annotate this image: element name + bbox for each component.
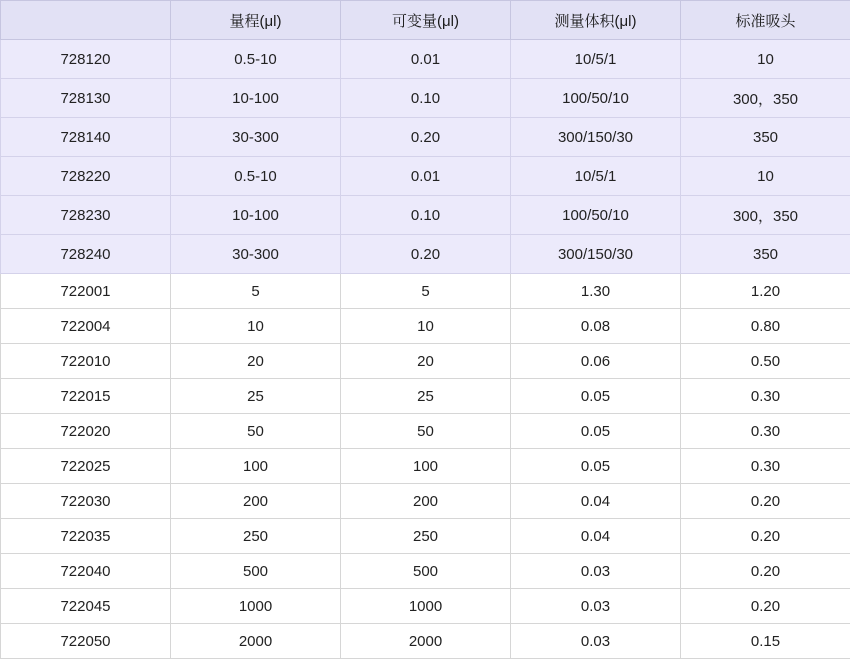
table-cell: 0.30: [681, 414, 850, 449]
table-row: [1, 344, 850, 379]
table-cell: 1.20: [681, 274, 850, 309]
table-cell: 100: [171, 449, 341, 484]
cell-product-code: 722015: [1, 379, 171, 414]
table-cell: 25: [341, 379, 511, 414]
table-cell: 350: [681, 118, 850, 157]
cell-product-code: 722004: [1, 309, 171, 344]
table-cell: 0.20: [341, 235, 511, 274]
table-cell: 0.10: [341, 196, 511, 235]
table-cell: 0.06: [511, 344, 681, 379]
table-cell: 0.05: [511, 414, 681, 449]
cell-product-code: 722030: [1, 484, 171, 519]
table-cell: 0.10: [341, 79, 511, 118]
table-cell: 10/5/1: [511, 157, 681, 196]
cell-product-code: 728120: [1, 40, 171, 79]
table-row: [1, 414, 850, 449]
cell-product-code: 722020: [1, 414, 171, 449]
table-row: [1, 379, 850, 414]
cell-product-code: 722035: [1, 519, 171, 554]
cell-product-code: 728240: [1, 235, 171, 274]
table-cell: 10: [681, 40, 850, 79]
table-row: [1, 40, 850, 79]
table-row: [1, 484, 850, 519]
table-cell: 0.20: [681, 484, 850, 519]
table-row: [1, 624, 850, 659]
column-header-increment: 可变量(μl): [341, 1, 511, 40]
table-cell: 0.20: [341, 118, 511, 157]
table-cell: 50: [341, 414, 511, 449]
table-row: [1, 79, 850, 118]
table-cell: 10-100: [171, 79, 341, 118]
table-cell: 100/50/10: [511, 79, 681, 118]
cell-product-code: 722001: [1, 274, 171, 309]
column-header-code: [1, 1, 171, 40]
table-cell: 10/5/1: [511, 40, 681, 79]
cell-product-code: 722050: [1, 624, 171, 659]
table-cell: 0.08: [511, 309, 681, 344]
table-cell: 0.01: [341, 157, 511, 196]
table-cell: 300，350: [681, 79, 850, 118]
column-header-range: 量程(μl): [171, 1, 341, 40]
table-cell: 0.03: [511, 554, 681, 589]
table-body: [1, 40, 850, 659]
table-header: [1, 1, 850, 40]
cell-product-code: 728230: [1, 196, 171, 235]
table-cell: 10-100: [171, 196, 341, 235]
table-cell: 1000: [171, 589, 341, 624]
table-cell: 20: [341, 344, 511, 379]
table-cell: 0.20: [681, 589, 850, 624]
table-row: [1, 309, 850, 344]
table-cell: 0.05: [511, 379, 681, 414]
table-cell: 300/150/30: [511, 118, 681, 157]
table-cell: 0.80: [681, 309, 850, 344]
table-cell: 0.20: [681, 554, 850, 589]
table-cell: 30-300: [171, 235, 341, 274]
cell-product-code: 728140: [1, 118, 171, 157]
table-cell: 250: [341, 519, 511, 554]
table-row: [1, 235, 850, 274]
table-cell: 0.30: [681, 379, 850, 414]
table-cell: 0.20: [681, 519, 850, 554]
table-cell: 10: [681, 157, 850, 196]
table-cell: 2000: [171, 624, 341, 659]
table-cell: 2000: [341, 624, 511, 659]
table-row: [1, 449, 850, 484]
table-cell: 0.15: [681, 624, 850, 659]
table-row: [1, 118, 850, 157]
table-header-row: [1, 1, 850, 40]
table-cell: 20: [171, 344, 341, 379]
table-row: [1, 196, 850, 235]
table-cell: 0.5-10: [171, 157, 341, 196]
cell-product-code: 728130: [1, 79, 171, 118]
cell-product-code: 722025: [1, 449, 171, 484]
table-cell: 250: [171, 519, 341, 554]
table-cell: 0.30: [681, 449, 850, 484]
table-row: [1, 554, 850, 589]
table-row: [1, 589, 850, 624]
table-cell: 10: [341, 309, 511, 344]
table-cell: 10: [171, 309, 341, 344]
table-cell: 5: [341, 274, 511, 309]
table-cell: 1000: [341, 589, 511, 624]
table-cell: 0.5-10: [171, 40, 341, 79]
table-cell: 300，350: [681, 196, 850, 235]
cell-product-code: 728220: [1, 157, 171, 196]
table-cell: 30-300: [171, 118, 341, 157]
table-cell: 0.50: [681, 344, 850, 379]
column-header-standard-tip: 标准吸头: [681, 1, 850, 40]
table-cell: 0.05: [511, 449, 681, 484]
table-cell: 0.03: [511, 589, 681, 624]
cell-product-code: 722040: [1, 554, 171, 589]
table-cell: 25: [171, 379, 341, 414]
table-cell: 500: [171, 554, 341, 589]
table-cell: 200: [341, 484, 511, 519]
table-row: [1, 274, 850, 309]
column-header-test-volume: 测量体积(μl): [511, 1, 681, 40]
table-cell: 0.04: [511, 519, 681, 554]
table-cell: 500: [341, 554, 511, 589]
table-row: [1, 157, 850, 196]
cell-product-code: 722045: [1, 589, 171, 624]
cell-product-code: 722010: [1, 344, 171, 379]
table-cell: 100/50/10: [511, 196, 681, 235]
table-cell: 0.03: [511, 624, 681, 659]
table-cell: 0.01: [341, 40, 511, 79]
table-cell: 300/150/30: [511, 235, 681, 274]
table-cell: 5: [171, 274, 341, 309]
table-cell: 100: [341, 449, 511, 484]
table-cell: 1.30: [511, 274, 681, 309]
table-cell: 350: [681, 235, 850, 274]
table-row: [1, 519, 850, 554]
table-cell: 200: [171, 484, 341, 519]
table-cell: 50: [171, 414, 341, 449]
table-cell: 0.04: [511, 484, 681, 519]
